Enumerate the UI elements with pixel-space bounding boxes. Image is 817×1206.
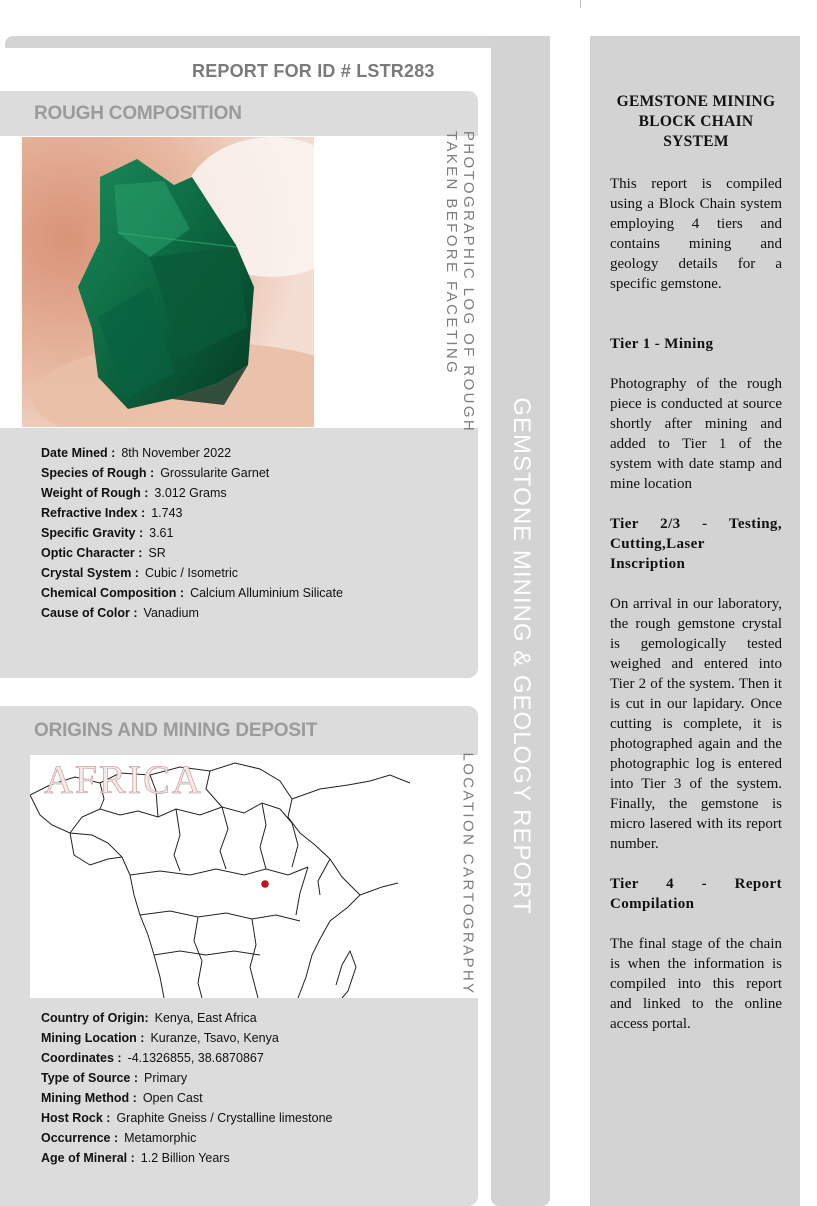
- fact-country-of-origin: [41, 1008, 333, 1028]
- tier23-heading: Tier 2/3 - Testing, Cutting,Laser Inscription: [610, 516, 782, 572]
- tier1-heading: Tier 1 - Mining: [610, 336, 714, 352]
- fact-key: Mining Location :: [41, 1031, 145, 1045]
- report-side-title-text: GEMSTONE MINING & GEOLOGY REPORT: [507, 397, 535, 915]
- fact-value: SR: [148, 546, 166, 560]
- fact-mining-method: [41, 1088, 333, 1108]
- fact-value: Vanadium: [143, 606, 199, 620]
- map-africa-label: AFRICA: [44, 757, 203, 802]
- fact-value: Cubic / Isometric: [144, 566, 239, 580]
- fact-value: Metamorphic: [124, 1131, 197, 1145]
- fact-value: Grossularite Garnet: [160, 466, 270, 480]
- fact-key: Host Rock :: [41, 1111, 111, 1125]
- tier23-body: On arrival in our laboratory, the rough gemstone crystal is gemologically tested weighed and entered into Tier 2 of the system. Then it is cut in our lapidary. Once cutting is complete, it is photographed again and the photographic log is entered into Tier 3 of the system. Finally, the gemstone is micro lasered with its report number.: [610, 596, 782, 852]
- fact-value: 1.2 Billion Years: [140, 1151, 230, 1165]
- fact-host-rock: [41, 1108, 333, 1128]
- fact-refractive-index: [41, 503, 343, 523]
- fact-value: Kuranze, Tsavo, Kenya: [150, 1031, 279, 1045]
- fact-value: Primary: [144, 1071, 188, 1085]
- fact-value: 3.012 Grams: [154, 486, 227, 500]
- report-id: REPORT FOR ID # LSTR283: [192, 61, 435, 81]
- fact-weight: [41, 483, 343, 503]
- fact-cause-of-color: [41, 603, 343, 623]
- fact-specific-gravity: [41, 523, 343, 543]
- fact-key: Country of Origin:: [41, 1011, 149, 1025]
- mine-location-marker: [261, 880, 269, 888]
- fact-value: 8th November 2022: [121, 446, 232, 460]
- fact-value: 1.743: [151, 506, 183, 520]
- fact-value: Kenya, East Africa: [154, 1011, 257, 1025]
- rough-facts-list: [41, 443, 343, 623]
- tier1-body: Photography of the rough piece is conducted at source shortly after mining and added to Tier 1 of the system with date stamp and mine location: [610, 376, 782, 492]
- fact-key: Mining Method :: [41, 1091, 137, 1105]
- tier4-heading: Tier 4 - Report Compilation: [610, 876, 782, 912]
- rough-gem-photo: [22, 137, 314, 427]
- blockchain-sidebar-content: [610, 92, 782, 1054]
- sidebar-intro: This report is compiled using a Block Chain system employing 4 tiers and contains mining and geology details for a specific gemstone.: [610, 176, 782, 292]
- fact-key: Weight of Rough :: [41, 486, 149, 500]
- fact-chemical-composition: [41, 583, 343, 603]
- tier4-body: The final stage of the chain is when the information is compiled into this report and linked to the online access portal.: [610, 936, 782, 1032]
- report-side-title: [491, 36, 550, 1206]
- header-bar: [5, 36, 550, 48]
- fact-occurrence: [41, 1128, 333, 1148]
- fact-type-of-source: [41, 1068, 333, 1088]
- origins-facts-list: [41, 1008, 333, 1168]
- blockchain-sidebar: [590, 36, 800, 1206]
- location-map: [30, 755, 478, 998]
- fact-value: Calcium Alluminium Silicate: [190, 586, 343, 600]
- fact-key: Age of Mineral :: [41, 1151, 135, 1165]
- rough-composition-title: ROUGH COMPOSITION: [34, 103, 242, 124]
- photo-caption-line-2: TAKEN BEFORE FACETING: [443, 130, 460, 376]
- fact-key: Coordinates :: [41, 1051, 122, 1065]
- sidebar-title: GEMSTONE MINING BLOCK CHAIN SYSTEM: [616, 93, 776, 150]
- photo-caption: [443, 131, 477, 433]
- fact-coordinates: [41, 1048, 333, 1068]
- fact-optic-character: [41, 543, 343, 563]
- fact-value: 3.61: [149, 526, 174, 540]
- fact-key: Chemical Composition :: [41, 586, 185, 600]
- origins-title: ORIGINS AND MINING DEPOSIT: [34, 720, 318, 741]
- fact-key: Refractive Index :: [41, 506, 146, 520]
- fact-value: Open Cast: [142, 1091, 203, 1105]
- top-divider: [580, 0, 581, 8]
- fact-key: Crystal System :: [41, 566, 139, 580]
- fact-value: Graphite Gneiss / Crystalline limestone: [116, 1111, 333, 1125]
- fact-key: Cause of Color :: [41, 606, 138, 620]
- fact-key: Date Mined :: [41, 446, 116, 460]
- fact-mining-location: [41, 1028, 333, 1048]
- fact-key: Type of Source :: [41, 1071, 139, 1085]
- africa-map-illustration: [30, 755, 478, 998]
- photo-caption-line-1: PHOTOGRAPHIC LOG OF ROUGH: [460, 130, 477, 434]
- fact-crystal-system: [41, 563, 343, 583]
- gem-illustration: [22, 137, 314, 427]
- fact-value: -4.1326855, 38.6870867: [127, 1051, 264, 1065]
- fact-key: Optic Character :: [41, 546, 143, 560]
- fact-key: Specific Gravity :: [41, 526, 144, 540]
- map-caption: LOCATION CARTOGRAPHY: [459, 752, 477, 996]
- fact-species: [41, 463, 343, 483]
- fact-age-of-mineral: [41, 1148, 333, 1168]
- fact-key: Occurrence :: [41, 1131, 119, 1145]
- fact-date-mined: [41, 443, 343, 463]
- fact-key: Species of Rough :: [41, 466, 155, 480]
